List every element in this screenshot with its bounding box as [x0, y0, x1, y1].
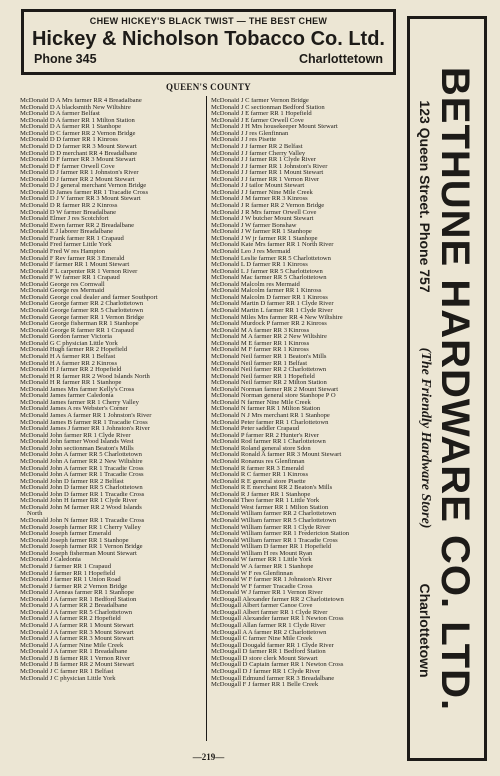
directory-entry: McDonald J C farmer Vernon Bridge — [211, 98, 309, 104]
directory-entry: McDonald George fisherman RR 1 Stanhope — [20, 320, 139, 328]
ad-contact-row — [24, 52, 393, 66]
directory-entry: McDonald Hugh farmer RR 2 Hopefield — [20, 346, 128, 354]
directory-entry: McDougall Allan farmer RR 1 Clyde River — [211, 622, 326, 629]
directory-entry: McDonald H A farmer RR 1 Belfast — [20, 352, 116, 360]
directory-entry: McDonald J J farmer RR 1 Mount Stewart — [211, 169, 324, 177]
directory-entry: McDonald J farmer RR 1 Union Road — [20, 576, 121, 584]
directory-entry: McDonald F W farmer RR 1 Crapaud — [20, 274, 120, 282]
directory-entry: McDonald D A farmer RR 1 Stanhope — [20, 123, 122, 131]
directory-entry: McDonald H R farmer RR 2 Wood Islands North — [20, 372, 150, 380]
directory-entry: McDonald D J V farmer RR 3 Mount Stewart — [20, 195, 141, 203]
directory-entry: McDonald W F res Glenfinnan — [211, 569, 293, 577]
directory-entry: McDonald John A farmer RR 1 Tracadie Cross — [20, 471, 144, 479]
directory-entry: McDonald George res Mermaid — [20, 287, 105, 295]
directory-entry: McDonald Fred farmer Little York — [20, 241, 112, 249]
directory-entry: McDonald J C sectionman Bedford Station — [211, 103, 325, 111]
directory-entry: McDonald G C physician Little York — [20, 339, 118, 347]
directory-entry: McDonald John H farmer RR 1 Clyde River — [20, 497, 138, 505]
directory-entry: McDonald D D farmer RR 1 Kinross — [20, 136, 118, 144]
directory-entry: McDonald D A farmer RR 1 Milton Station — [20, 116, 135, 124]
directory-entry: McDonald John sectionman Beaton's Mills — [20, 444, 134, 452]
directory-entry: McDonald D C farmer RR 2 Vernon Bridge — [20, 129, 136, 137]
directory-entry: McDonald M F farmer RR 1 Kinross — [211, 346, 309, 354]
directory-entry: McDonald William farmer RR 1 Clyde River — [211, 523, 331, 531]
directory-entry: McDonald N J Mrs merchant RR 1 Stanhope — [211, 412, 330, 419]
directory-entry: McDonald James A farmer RR 1 Johnston's River — [20, 412, 152, 419]
directory-entry: McDonald J W jr farmer RR 1 Stanhope — [211, 234, 318, 242]
directory-entry: McDonald Malcolm D farmer RR 1 Kinross — [211, 293, 328, 301]
directory-entry: McDonald George coal dealer and farmer Southport — [20, 293, 158, 301]
directory-entry: McDonald William farmer RR 1 Tracadie Cross — [211, 536, 338, 544]
directory-entry: McDonald D J farmer RR 1 Johnston's River — [20, 169, 139, 177]
directory-entry: McDonald Elmer J res Scotchfort — [20, 215, 109, 223]
directory-entry: McDonald J E farmer Orwell Cove — [211, 116, 304, 124]
directory-entry: McDonald R E general store Pisette — [211, 477, 306, 485]
directory-entry: McDonald D D merchant RR 4 Breadalbane — [20, 149, 138, 157]
directory-entry: McDonald J A farmer RR 1 Breadalbane — [20, 648, 128, 656]
directory-entry: McDonald J J farmer RR 1 Vernon River — [211, 175, 320, 183]
directory-entry: McDonald Theo farmer RR 1 Little York — [211, 497, 320, 505]
directory-entry: McDonald J W farmer RR 1 Stanhope — [211, 228, 312, 236]
directory-entry: McDonald J J tailor Mount Stewart — [211, 182, 305, 190]
hardware-ad-rotated-text — [409, 21, 485, 756]
directory-entry: McDonald J farmer RR 2 Vernon Bridge — [20, 582, 128, 590]
directory-entry: McDonald N farmer RR 1 Milton Station — [211, 405, 321, 413]
directory-entry: McDonald J A farmer RR 3 Mount Stewart — [20, 628, 134, 636]
directory-entry: McDonald George farmer RR 5 Charlottetown — [20, 307, 144, 314]
directory-entry: McDonald George R farmer RR 1 Crapaud — [20, 326, 134, 334]
directory-entry: McDougall A A farmer RR 2 Charlottetown — [211, 628, 327, 636]
directory-entry: McDougall C farmer Nine Mile Creek — [211, 635, 313, 643]
page-number: —219— — [192, 752, 225, 762]
directory-entry: McDougall Alexander farmer RR 2 Charlottetown — [211, 595, 344, 603]
directory-entry: McDonald J A farmer Nine Mile Creek — [20, 641, 124, 649]
directory-entry: McDonald Peter farmer RR 1 Charlottetown — [211, 418, 329, 426]
directory-entry: McDougall D Captain farmer RR 1 Newton Cross — [211, 661, 344, 669]
directory-entry: McDonald J R farmer RR 2 Vernon Bridge — [211, 202, 325, 209]
directory-entry: McDonald D R farmer RR 2 Kinross — [20, 202, 118, 209]
directory-entry: McDonald F L carpenter RR 1 Vernon River — [20, 267, 138, 275]
directory-entry: McDonald J W farmer Bonshaw — [211, 221, 297, 229]
directory-entry: McDonald James J farmer RR 1 Johnston's River — [20, 425, 150, 433]
directory-entry: McDonald Neil farmer RR 1 Hopefield — [211, 372, 315, 380]
directory-entry: McDonald Fred W res Hampton — [20, 247, 106, 255]
directory-entry: McDonald D J farmer RR 2 Mount Stewart — [20, 175, 135, 183]
directory-entry: McDonald F Rev farmer RR 3 Emerald — [20, 254, 125, 262]
directory-entry: McDonald L J farmer RR 5 Charlottetown — [211, 267, 323, 275]
directory-entry: McDougall D store clerk Mount Stewart — [211, 654, 318, 662]
ad-slogan: CHEW HICKEY'S BLACK TWIST — THE BEST CHEW — [89, 16, 328, 26]
directory-entry: McDonald R farmer RR 3 Emerald — [211, 464, 304, 472]
directory-entry: McDonald W farmer RR 1 Little York — [211, 556, 312, 564]
directory-entry: McDonald M E farmer RR 1 Kinross — [211, 339, 310, 347]
directory-entry: McDonald Joseph farmer RR 1 Cherry Valley — [20, 523, 141, 531]
directory-entry: McDonald J J res Glenfinnan — [211, 129, 289, 137]
directory-entry: McDonald John A farmer RR 5 Charlottetown — [20, 451, 142, 459]
directory-entry: McDonald James farmer RR 1 Cherry Valley — [20, 398, 139, 406]
directory-entry: McDonald J E farmer RR 1 Hopefield — [211, 110, 312, 118]
directory-entry: McDonald Kate Mrs farmer RR 1 North River — [211, 241, 334, 249]
directory-entry: McDonald Murdock P farmer RR 2 Kinross — [211, 320, 327, 328]
directory-entry: McDonald F farmer RR 1 Mount Stewart — [20, 261, 130, 269]
directory-entry: McDonald J Caledonia — [20, 556, 81, 564]
directory-entry: McDonald D A Mrs farmer RR 4 Breadalbane — [20, 98, 142, 104]
directory-entry: McDonald M A farmer RR 3 Kinross — [211, 326, 310, 334]
directory-entry: McDonald Ronald A farmer RR 3 Mount Stewart — [211, 451, 342, 459]
directory-entry: McDougall Alexander farmer RR 1 Newton Cross — [211, 615, 344, 623]
directory-entry: McDonald Norman general store Stanhope P O — [211, 392, 336, 400]
directory-entry: McDonald J B farmer RR 1 Vernon River — [20, 654, 130, 662]
directory-entry: McDonald Neil farmer RR 2 Milton Station — [211, 379, 327, 387]
directory-entry: McDonald John D farmer RR 2 Belfast — [20, 477, 124, 485]
directory-entry: McDonald J farmer RR 1 Hopefield — [20, 569, 116, 577]
directory-entry: McDonald J B farmer RR 2 Mount Stewart — [20, 661, 135, 669]
directory-entry: McDonald Leslie farmer RR 5 Charlottetown — [211, 254, 331, 262]
column-divider — [206, 96, 207, 741]
directory-entry: McDonald Mac farmer RR 5 Charlottetown — [211, 274, 327, 282]
directory-entry: McDougall D farmer RR 1 Bedford Station — [211, 648, 326, 656]
directory-left-column — [20, 98, 206, 682]
directory-entry: McDonald William farmer RR 5 Charlottetown — [211, 517, 337, 524]
directory-entry: McDonald W J farmer RR 1 Vernon River — [211, 589, 323, 597]
directory-entry: McDonald John D farmer RR 1 Tracadie Cross — [20, 490, 145, 498]
hardware-ad-address: 123 Queen Street. Phone 757 — [417, 99, 434, 293]
directory-entry: McDonald J J res Pisette — [211, 136, 277, 144]
directory-entry: McDonald W F farmer RR 1 Johnston's River — [211, 576, 332, 584]
directory-entry: McDonald J C farmer RR 1 Belfast — [20, 667, 114, 675]
directory-entry: McDonald J R Mrs farmer Orwell Cove — [211, 208, 317, 216]
directory-entry: McDonald D James farmer RR 1 Tracadie Cross — [20, 188, 149, 196]
directory-entry: McDonald J J farmer RR 1 Johnston's River — [211, 162, 328, 170]
directory-entry: McDonald Frank farmer RR 1 Crapaud — [20, 234, 124, 242]
directory-entry: McDougall Edmund farmer RR 3 Breadalbane — [211, 674, 335, 682]
ad-phone: Phone 345 — [34, 52, 97, 66]
directory-entry: McDonald H R farmer RR 1 Stanhope — [20, 379, 122, 387]
directory-entry: McDonald Neil farmer RR 2 Charlottetown — [211, 366, 327, 374]
ad-city: Charlottetown — [298, 52, 383, 66]
directory-entry: McDonald J J farmer RR 2 Belfast — [211, 142, 303, 150]
directory-entry: McDonald M A farmer RR 2 New Wiltshire — [211, 333, 327, 341]
directory-entry: McDonald Malcolm res Mermaid — [211, 280, 300, 288]
directory-entry: McDonald J A farmer RR 5 Charlottetown — [20, 608, 133, 616]
directory-entry: McDonald John D farmer RR 5 Charlottetown — [20, 484, 143, 492]
directory-entry: McDonald Gordon farmer Victoria — [20, 333, 112, 341]
directory-entry: McDonald D A farmer Belfast — [20, 110, 100, 118]
directory-entry: McDonald W A farmer RR 1 Stanhope — [211, 562, 314, 570]
directory-entry: McDonald P farmer RR 2 Hunter's River — [211, 431, 319, 439]
directory-entry: McDonald J H Mrs housekeeper Mount Stewart — [211, 123, 338, 131]
tobacco-advertisement — [21, 9, 396, 75]
directory-entry: McDonald John A farmer RR 2 New Wiltshire — [20, 457, 143, 465]
directory-entry: McDonald R C farmer RR 1 Kinross — [211, 471, 309, 479]
directory-entry: North — [27, 510, 43, 518]
directory-entry: McDonald J W butcher Mount Stewart — [211, 215, 314, 223]
directory-entry: McDonald George farmer RR 1 Vernon Bridge — [20, 313, 144, 321]
directory-entry: McDonald Martin L farmer RR 1 Clyde River — [211, 307, 333, 314]
directory-entry: McDonald John farmer Wood Islands West — [20, 438, 134, 446]
directory-entry: McDonald D A blacksmith New Wiltshire — [20, 103, 131, 111]
directory-entry: McDonald Ewen farmer RR 2 Breadalbane — [20, 221, 135, 229]
directory-entry: McDonald Peter saddler Crapaud — [211, 425, 300, 433]
directory-entry: McDonald Leo J res Mermaid — [211, 247, 291, 255]
ad-company-name: Hickey & Nicholson Tobacco Co. Ltd. — [31, 28, 385, 50]
directory-entry: McDonald H J farmer RR 2 Hopefield — [20, 366, 122, 374]
directory-entry: McDonald R J farmer RR 1 Stanhope — [211, 490, 311, 498]
section-title: QUEEN'S COUNTY — [166, 82, 251, 92]
directory-entry: McDonald J J farmer Cherry Valley — [211, 149, 306, 157]
directory-entry: McDonald J A farmer RR 2 Breadalbane — [20, 602, 128, 610]
directory-entry: McDonald Joseph farmer RR 1 Vernon Bridge — [20, 543, 143, 551]
directory-entry: McDonald Malcolm farmer RR 1 Kinross — [211, 287, 322, 295]
directory-entry: McDonald John A farmer RR 1 Tracadie Cross — [20, 464, 144, 472]
directory-entry: McDonald Martin D farmer RR 1 Clyde River — [211, 300, 334, 308]
directory-entry: McDonald N farmer Nine Mile Creek — [211, 398, 311, 406]
directory-entry: McDonald Neil farmer RR 1 Belfast — [211, 359, 308, 367]
directory-entry: McDonald Neil farmer RR 1 Beaton's Mills — [211, 352, 327, 360]
directory-entry: McDonald E J laborer Breadalbane — [20, 228, 114, 236]
hardware-ad-name: BETHUNE HARDWARE CO. LTD. — [433, 66, 478, 711]
directory-entry: McDonald William D farmer RR 1 Hopefield — [211, 543, 332, 551]
directory-entry: McDonald J Aeneas farmer RR 1 Stanhope — [20, 589, 134, 597]
directory-entry: McDonald J A farmer RR 2 Hopefield — [20, 615, 121, 623]
directory-entry: McDonald John N farmer RR 1 Tracadie Cross — [20, 517, 145, 524]
directory-entry: McDonald J A farmer RR 1 Mount Stewart — [20, 622, 134, 629]
directory-entry: McDonald Miles Mrs farmer RR 4 New Wiltshire — [211, 313, 343, 321]
directory-entry: McDonald James A res Webster's Corner — [20, 405, 128, 413]
directory-entry: McDougall F J farmer RR 1 Belle Creek — [211, 681, 319, 689]
directory-entry: McDougall Albert farmer RR 1 Clyde River — [211, 608, 328, 616]
directory-entry: McDonald J A farmer RR 3 Mount Stewart — [20, 635, 134, 643]
directory-entry: McDonald D D farmer RR 3 Mount Stewart — [20, 142, 137, 150]
directory-entry: McDonald D F farmer Orwell Cove — [20, 162, 115, 170]
directory-entry: McDougall D J farmer RR 1 Clyde River — [211, 667, 320, 675]
directory-entry: McDonald J J farmer RR 1 Clyde River — [211, 156, 316, 164]
hardware-ad-tagline: (The Friendly Hardware Store) — [418, 347, 434, 528]
directory-entry: McDonald James Mrs farmer Kelly's Cross — [20, 385, 135, 393]
directory-entry: McDonald Joseph fisherman Mount Stewart — [20, 549, 137, 557]
directory-entry: McDonald John farmer RR 1 Clyde River — [20, 431, 131, 439]
directory-entry: McDonald George farmer RR 2 Charlottetown — [20, 300, 144, 308]
directory-entry: McDonald L D farmer RR 1 Kinross — [211, 261, 308, 269]
directory-entry: McDonald H A farmer RR 2 Kinross — [20, 359, 118, 367]
directory-entry: McDonald Ronanus res Glenfinnan — [211, 457, 305, 465]
directory-entry: McDonald West farmer RR 1 Milton Station — [211, 503, 329, 511]
directory-entry: McDonald Joseph farmer Emerald — [20, 530, 111, 538]
directory-entry: McDonald R E merchant RR 2 Beaton's Mills — [211, 484, 333, 492]
directory-entry: McDonald George res Cornwall — [20, 280, 105, 288]
directory-entry: McDonald D F farmer RR 3 Mount Stewart — [20, 156, 136, 164]
directory-entry: McDonald J M farmer RR 3 Kinross — [211, 195, 308, 203]
directory-entry: McDonald Roland general store Sdon — [211, 444, 311, 452]
directory-entry: McDonald William farmer RR 2 Charlottetown — [211, 510, 337, 518]
hardware-ad-city: Charlottetown — [417, 582, 434, 678]
directory-entry: McDonald Norman farmer RR 2 Mount Stewart — [211, 385, 339, 393]
directory-entry: McDonald W F farmer Tracadie Cross — [211, 582, 313, 590]
directory-entry: McDonald Rod farmer RR 1 Charlottetown — [211, 438, 326, 446]
directory-entry: McDonald James farmer Caledonia — [20, 392, 114, 400]
directory-entry: McDonald J A farmer RR 1 Bedford Station — [20, 595, 137, 603]
directory-entry: McDonald D W farmer Breadalbane — [20, 208, 117, 216]
directory-entry: McDonald J C physician Little York — [20, 674, 116, 682]
directory-entry: McDonald D J general merchant Vernon Bridge — [20, 182, 147, 190]
directory-entry: McDonald James B farmer RR 1 Tracadie Cross — [20, 418, 148, 426]
directory-entry: McDonald William H res Mount Ryan — [211, 549, 313, 557]
directory-entry: McDonald William farmer RR 1 Fredericton Station — [211, 530, 350, 538]
directory-entry: McDonald Joseph farmer RR 1 Stanhope — [20, 536, 129, 544]
directory-entry: McDougall Albert farmer Canoe Cove — [211, 602, 313, 610]
directory-entry: McDonald J farmer RR 1 Crapaud — [20, 562, 112, 570]
directory-entry: McDonald John M farmer RR 2 Wood Islands — [20, 503, 142, 511]
directory-right-column — [211, 98, 397, 689]
directory-entry: McDougall Dougald farmer RR 1 Clyde River — [211, 641, 334, 649]
directory-entry: McDonald J J farmer Nine Mile Creek — [211, 188, 313, 196]
hardware-advertisement — [407, 16, 487, 761]
hardware-ad-subline — [418, 100, 434, 677]
